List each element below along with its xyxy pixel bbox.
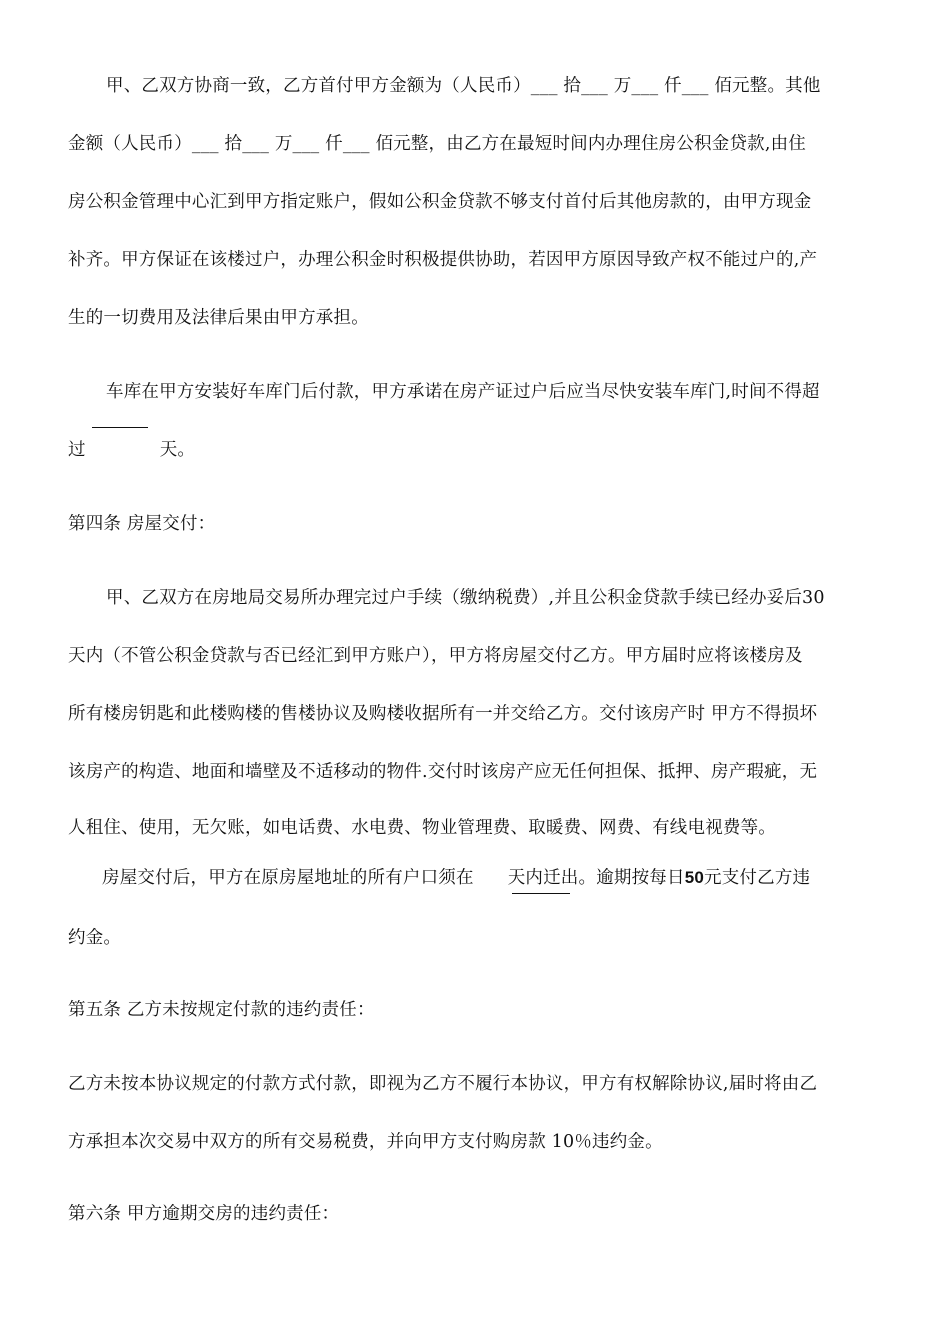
payment-line-3: 房公积金管理中心汇到甲方指定账户，假如公积金贷款不够支付首付后其他房款的，由甲方现金 [68,192,812,212]
article-6-heading: 第六条 甲方逾期交房的违约责任： [68,1204,340,1224]
hukou-text-before: 房屋交付后，甲方在原房屋地址的所有户口须在 [102,868,474,888]
payment-line-5: 生的一切费用及法律后果由甲方承担。 [68,308,369,328]
article-4-line-5: 人租住、使用，无欠账，如电话费、水电费、物业管理费、取暖费、网费、有线电视费等。 [68,818,776,838]
hukou-text-mid: 天内迁出。逾期按每日 [507,868,685,888]
garage-line-2 [68,438,888,462]
article-4-line-4: 该房产的构造、地面和墙壁及不适移动的物件.交付时该房产应无任何担保、抵押、房产瑕疵，无 [68,762,818,782]
garage-text-after: 天。 [159,440,196,460]
payment-line-4: 补齐。甲方保证在该楼过户，办理公积金时积极提供协助，若因甲方原因导致产权不能过户的,产 [68,250,818,270]
article-4-heading: 第四条 房屋交付： [68,514,216,534]
hukou-amount: 50 [684,868,705,887]
article-5-heading: 第五条 乙方未按规定付款的违约责任： [68,1000,375,1020]
article-5-line-2: 方承担本次交易中双方的所有交易税费，并向甲方支付购房款 10％违约金。 [68,1132,663,1152]
payment-line-1: 甲、乙双方协商一致，乙方首付甲方金额为（人民币）___ 拾___ 万___ 仟___ 佰元整。其他 [106,76,821,96]
garage-days-blank [86,438,148,462]
article-5-line-1: 乙方未按本协议规定的付款方式付款，即视为乙方不履行本协议，甲方有权解除协议,届时将由乙 [68,1074,818,1094]
garage-text-before: 过 [68,440,86,460]
hukou-days-underline [512,893,570,894]
article-4-line-2: 天内（不管公积金贷款与否已经汇到甲方账户），甲方将房屋交付乙方。甲方届时应将该楼房及 [68,646,803,666]
payment-line-2: 金额（人民币）___ 拾___ 万___ 仟___ 佰元整，由乙方在最短时间内办理住房公积金贷款,由住 [68,134,807,154]
hukou-text-after: 元支付乙方违 [704,868,811,888]
hukou-line-2: 约金。 [68,928,122,948]
hukou-line-1 [102,866,886,890]
article-4-line-1: 甲、乙双方在房地局交易所办理完过户手续（缴纳税费）,并且公积金贷款手续已经办妥后30 [106,588,825,608]
garage-line-1: 车库在甲方安装好车库门后付款，甲方承诺在房产证过户后应当尽快安装车库门,时间不得超 [106,382,820,402]
article-4-line-3: 所有楼房钥匙和此楼购楼的售楼协议及购楼收据所有一并交给乙方。交付该房产时 甲方不得损坏 [68,704,818,724]
